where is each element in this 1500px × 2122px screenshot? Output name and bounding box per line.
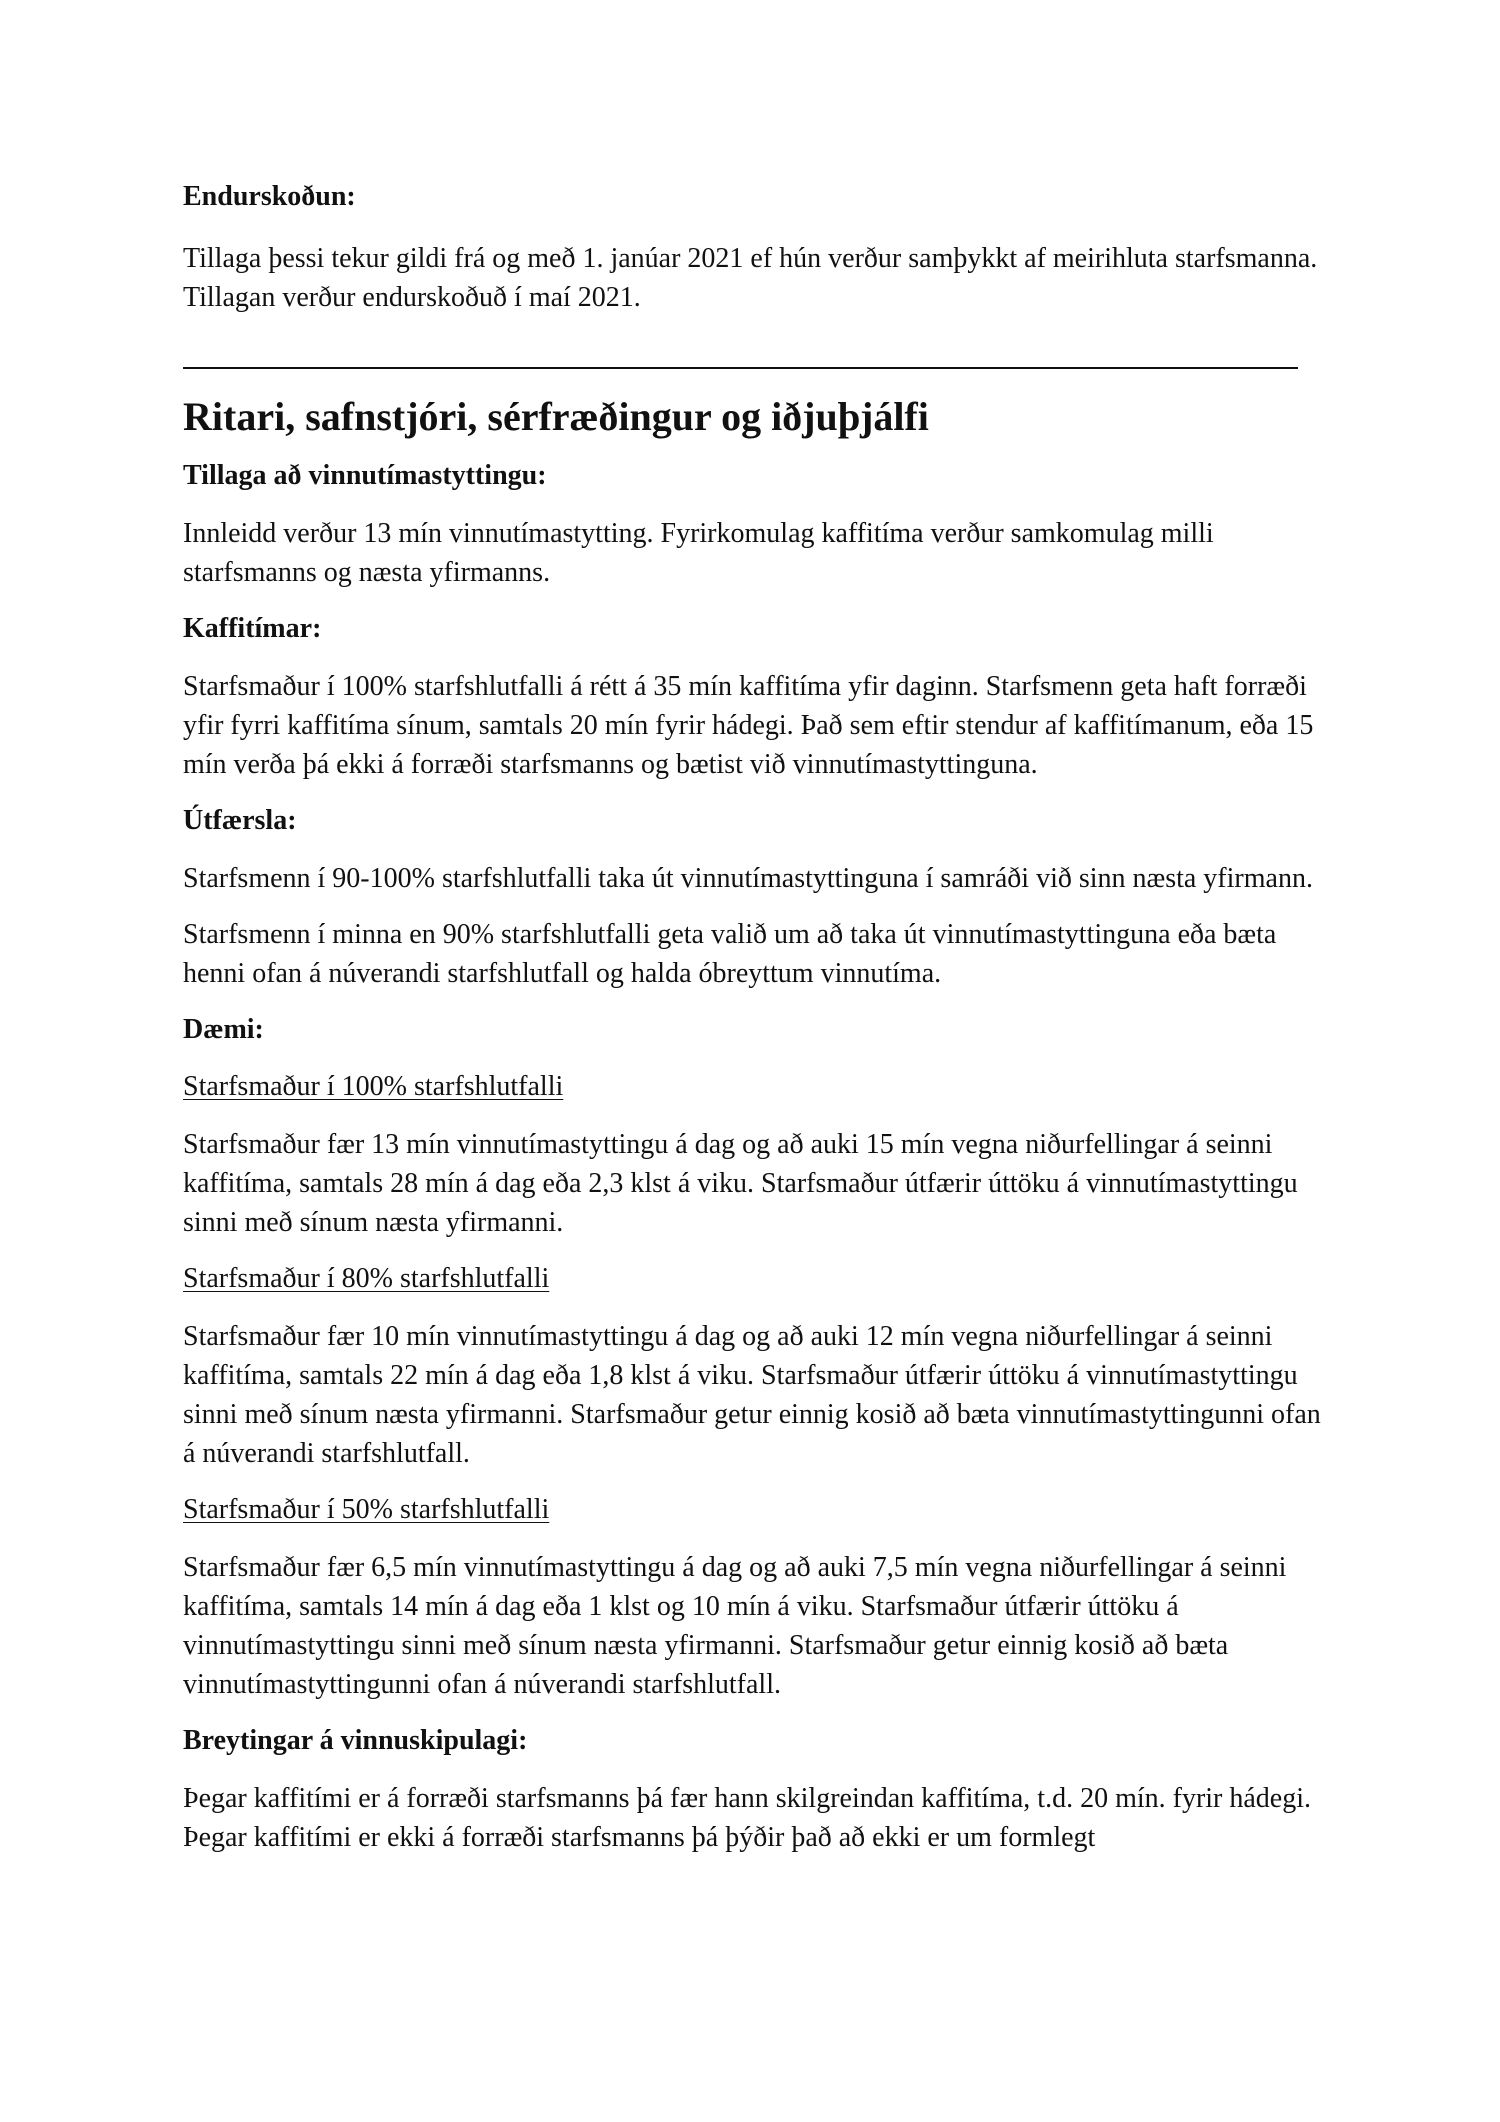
- proposal-text: Innleidd verður 13 mín vinnutímastytting. Fyrirkomulag kaffitíma verður samkomulag milli starfsmanns og næsta yfirmanns.: [183, 518, 1214, 588]
- coffee-text: Starfsmaður í 100% starfshlutfalli á rétt á 35 mín kaffitíma yfir daginn. Starfsmenn geta haft forræði yfir fyrri kaffitíma sínum, samtals 20 mín fyrir hádegi. Það sem eftir stendur af kaffitímanum, eða 15 mín verða þá ekki á forræði starfsmanns og bætist við vinnutímastyttinguna.: [183, 671, 1314, 780]
- examples-heading: Dæmi:: [183, 1014, 264, 1045]
- implementation-heading: Útfærsla:: [183, 805, 297, 836]
- example-subheading: Starfsmaður í 100% starfshlutfalli: [183, 1071, 564, 1102]
- revision-heading: Endurskoðun:: [183, 181, 356, 212]
- example-subheading: Starfsmaður í 80% starfshlutfalli: [183, 1263, 550, 1294]
- section-divider: [183, 367, 1298, 369]
- revision-text: Tillaga þessi tekur gildi frá og með 1. janúar 2021 ef hún verður samþykkt af meirihluta starfsmanna. Tillagan verður endurskoðuð í maí 2021.: [183, 243, 1318, 313]
- coffee-heading: Kaffitímar:: [183, 613, 322, 644]
- implementation-text-2: Starfsmenn í minna en 90% starfshlutfalli geta valið um að taka út vinnutímastyttinguna eða bæta henni ofan á núverandi starfshlutfall og halda óbreyttum vinnutíma.: [183, 919, 1277, 989]
- section-title: Ritari, safnstjóri, sérfræðingur og iðjuþjálfi: [183, 394, 929, 439]
- example-text: Starfsmaður fær 13 mín vinnutímastyttingu á dag og að auki 15 mín vegna niðurfellingar á seinni kaffitíma, samtals 28 mín á dag eða 2,3 klst á viku. Starfsmaður útfærir úttöku á vinnutímastyttingu sinni með sínum næsta yfirmanni.: [183, 1129, 1298, 1238]
- document-page: [183, 178, 1323, 1857]
- example-subheading: Starfsmaður í 50% starfshlutfalli: [183, 1494, 550, 1525]
- changes-text: Þegar kaffitími er á forræði starfsmanns þá fær hann skilgreindan kaffitíma, t.d. 20 mín. fyrir hádegi. Þegar kaffitími er ekki á forræði starfsmanns þá þýðir það að ekki er um formlegt: [183, 1783, 1312, 1853]
- implementation-text-1: Starfsmenn í 90-100% starfshlutfalli taka út vinnutímastyttinguna í samráði við sinn næsta yfirmann.: [183, 863, 1313, 894]
- proposal-heading: Tillaga að vinnutímastyttingu:: [183, 460, 547, 491]
- example-text: Starfsmaður fær 6,5 mín vinnutímastyttingu á dag og að auki 7,5 mín vegna niðurfellingar á seinni kaffitíma, samtals 14 mín á dag eða 1 klst og 10 mín á viku. Starfsmaður útfærir úttöku á vinnutímastyttingu sinni með sínum næsta yfirmanni. Starfsmaður getur einnig kosið að bæta vinnutímastyttingunni ofan á núverandi starfshlutfall.: [183, 1552, 1287, 1700]
- example-text: Starfsmaður fær 10 mín vinnutímastyttingu á dag og að auki 12 mín vegna niðurfellingar á seinni kaffitíma, samtals 22 mín á dag eða 1,8 klst á viku. Starfsmaður útfærir úttöku á vinnutímastyttingu sinni með sínum næsta yfirmanni. Starfsmaður getur einnig kosið að bæta vinnutímastyttingunni ofan á núverandi starfshlutfall.: [183, 1321, 1321, 1469]
- changes-heading: Breytingar á vinnuskipulagi:: [183, 1725, 528, 1756]
